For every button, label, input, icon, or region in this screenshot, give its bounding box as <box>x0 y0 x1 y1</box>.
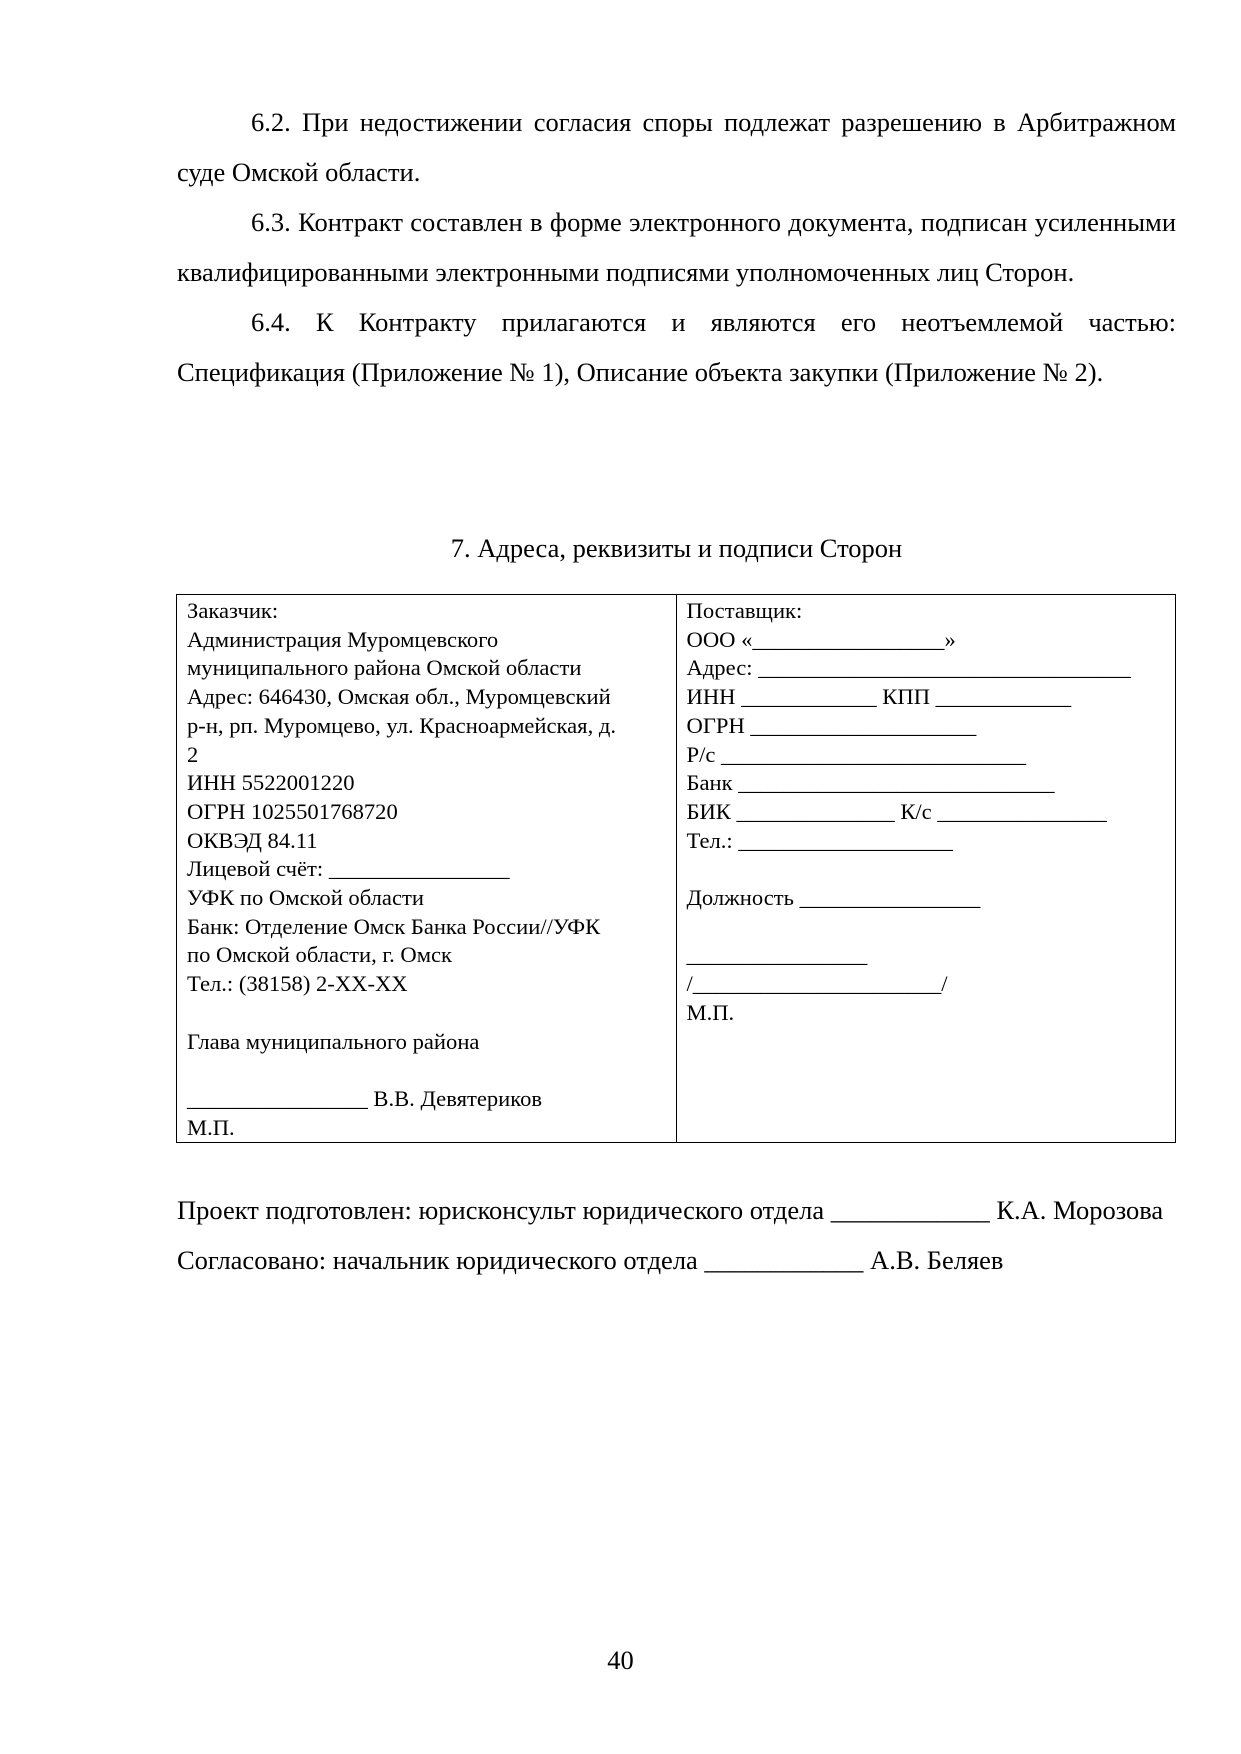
supplier-line: ИНН ____________ КПП ____________ <box>686 684 1072 710</box>
customer-line: Тел.: (38158) 2-ХХ-ХХ <box>187 971 408 997</box>
supplier-line: Тел.: ___________________ <box>686 827 953 853</box>
customer-cell <box>177 595 677 1143</box>
customer-signature-line: ________________ В.В. Девятериков <box>187 1085 543 1111</box>
paragraph-6-4: 6.4. К Контракту прилагаются и являются его неотъемлемой частью: Спецификация (Приложение № 1), Описание объекта закупки (Приложение № 2). <box>177 307 1176 387</box>
customer-seal-label: М.П. <box>187 1114 235 1140</box>
customer-blank-line <box>187 1056 666 1085</box>
customer-line: Глава муниципального района <box>187 1028 480 1054</box>
supplier-position-line: Должность ________________ <box>686 885 981 911</box>
paragraph-6-2: 6.2. При недостижении согласия споры подлежат разрешению в Арбитражном суде Омской области. <box>177 107 1176 187</box>
customer-line: Адрес: 646430, Омская обл., Муромцевский <box>187 684 611 710</box>
customer-line: Администрация Муромцевского <box>187 626 499 652</box>
supplier-line: Банк ____________________________ <box>686 770 1055 796</box>
approved-by: Согласовано: начальник юридического отдела ____________ А.В. Беляев <box>177 1245 1004 1275</box>
prepared-by: Проект подготовлен: юрисконсульт юридического отдела ____________ К.А. Морозова <box>177 1195 1164 1225</box>
customer-line: муниципального района Омской области <box>187 655 582 681</box>
parties-requisites-table <box>176 594 1176 1143</box>
supplier-name-line: /______________________/ <box>686 971 948 997</box>
supplier-line: Р/с ___________________________ <box>686 741 1027 767</box>
customer-line: по Омской области, г. Омск <box>187 942 453 968</box>
customer-blank-line <box>187 999 666 1028</box>
approval-block <box>177 1185 1176 1285</box>
page-number: 40 <box>607 1645 634 1675</box>
supplier-cell <box>676 595 1176 1143</box>
supplier-line: БИК ______________ К/с _______________ <box>686 798 1107 824</box>
section-title: 7. Адреса, реквизиты и подписи Сторон <box>450 533 903 563</box>
customer-line: ИНН 5522001220 <box>187 770 355 796</box>
customer-line: Заказчик: <box>187 598 279 623</box>
customer-line: ОКВЭД 84.11 <box>187 827 318 853</box>
supplier-line: ОГРН ____________________ <box>686 712 977 738</box>
paragraph-6-3: 6.3. Контракт составлен в форме электронного документа, подписан усиленными квалифицированными электронными подписями уполномоченных лиц Сторон. <box>177 207 1176 287</box>
supplier-line: ООО «_________________» <box>686 626 956 652</box>
supplier-line: Поставщик: <box>686 598 803 623</box>
supplier-blank-line <box>687 855 1166 884</box>
supplier-signature-line: ________________ <box>686 942 868 968</box>
customer-line: УФК по Омской области <box>187 885 424 911</box>
supplier-seal-label: М.П. <box>686 999 735 1025</box>
customer-line: р-н, рп. Муромцево, ул. Красноармейская, д. <box>187 712 617 738</box>
customer-line: 2 <box>187 741 199 767</box>
customer-line: Лицевой счёт: ________________ <box>187 856 510 882</box>
supplier-line: Адрес: _________________________________ <box>686 655 1131 681</box>
contract-terms <box>177 97 1176 397</box>
supplier-blank-line <box>687 913 1166 942</box>
customer-line: ОГРН 1025501768720 <box>187 798 398 824</box>
customer-line: Банк: Отделение Омск Банка России//УФК <box>187 913 601 939</box>
